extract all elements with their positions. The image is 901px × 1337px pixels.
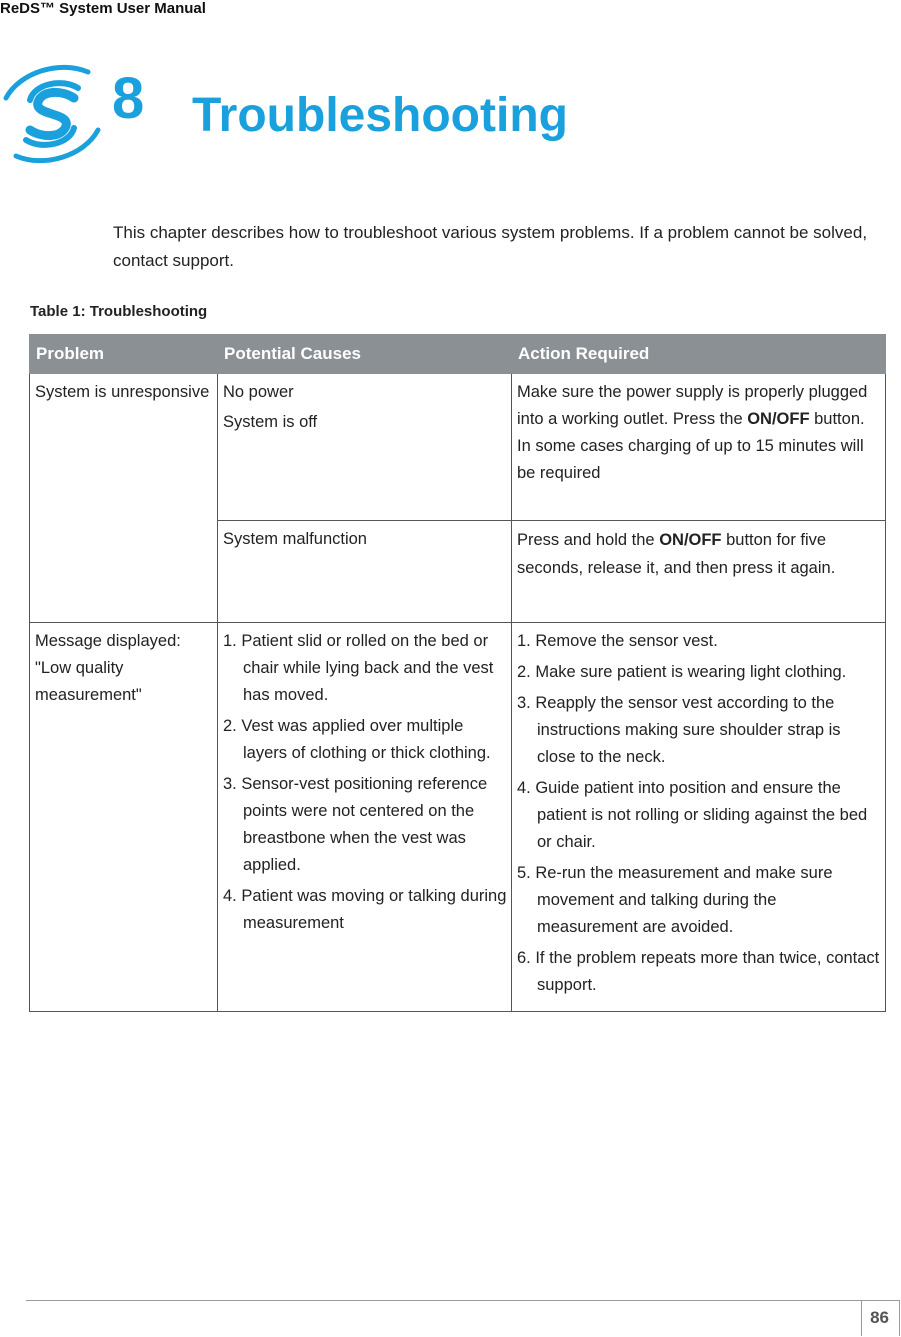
on-off-button-label: ON/OFF [747, 410, 810, 428]
action-cell [512, 623, 886, 1012]
problem-text: Message displayed: "Low quality measurement" [35, 632, 181, 704]
problem-cell [30, 623, 218, 1012]
table-caption: Table 1: Troubleshooting [30, 303, 208, 320]
cause-cell [218, 623, 512, 1012]
page-number: 86 [861, 1300, 900, 1336]
list-item: 4. Patient was moving or talking during measurement [223, 887, 507, 932]
action-list [517, 628, 881, 999]
problem-text: System is unresponsive [35, 383, 210, 401]
cause-text: System malfunction [223, 530, 367, 548]
column-header-action: Action Required [512, 335, 886, 374]
list-item: 4. Guide patient into position and ensure the patient is not rolling or sliding against the bed or chair. [517, 779, 868, 851]
list-item: 3. Sensor-vest positioning reference points were not centered on the breastbone when the vest was applied. [223, 775, 488, 874]
table-row [30, 623, 886, 1012]
cause-cell [218, 374, 512, 521]
cause-line: System is off [223, 413, 318, 431]
list-item: 6. If the problem repeats more than twice, contact support. [517, 949, 880, 994]
action-text-post: button for five seconds, release it, and then press it again. [517, 531, 836, 577]
column-header-problem: Problem [30, 335, 218, 374]
cause-list [223, 628, 507, 937]
running-header: ReDS™ System User Manual [0, 0, 206, 17]
column-header-causes: Potential Causes [218, 335, 512, 374]
list-item: 3. Reapply the sensor vest according to the instructions making sure shoulder strap is close to the neck. [517, 694, 841, 766]
list-item: 2. Make sure patient is wearing light clothing. [517, 663, 847, 681]
action-text-pre: Press and hold the [517, 531, 660, 549]
intro-paragraph: This chapter describes how to troubleshoot various system problems. If a problem cannot be solved, contact support. [113, 223, 868, 270]
cause-cell [218, 521, 512, 623]
action-cell [512, 521, 886, 623]
footer-rule [26, 1300, 900, 1301]
problem-cell [30, 374, 218, 623]
table-row [30, 374, 886, 521]
chapter-number: 8 [112, 66, 145, 131]
action-text-pre: Make sure the power supply is properly plugged into a working outlet. Press the [517, 383, 868, 428]
troubleshooting-table [29, 334, 886, 1012]
list-item: 5. Re-run the measurement and make sure movement and talking during the measurement are avoided. [517, 864, 833, 936]
list-item: 1. Remove the sensor vest. [517, 632, 718, 650]
chapter-title: Troubleshooting [192, 89, 568, 142]
reds-logo-icon [0, 62, 104, 166]
action-text-post: button. In some cases charging of up to 15 minutes will be required [517, 410, 865, 482]
on-off-button-label: ON/OFF [659, 531, 722, 549]
cause-line: No power [223, 383, 294, 401]
action-cell [512, 374, 886, 521]
list-item: 2. Vest was applied over multiple layers of clothing or thick clothing. [223, 717, 491, 762]
table-header-row [30, 335, 886, 374]
list-item: 1. Patient slid or rolled on the bed or chair while lying back and the vest has moved. [223, 632, 494, 704]
